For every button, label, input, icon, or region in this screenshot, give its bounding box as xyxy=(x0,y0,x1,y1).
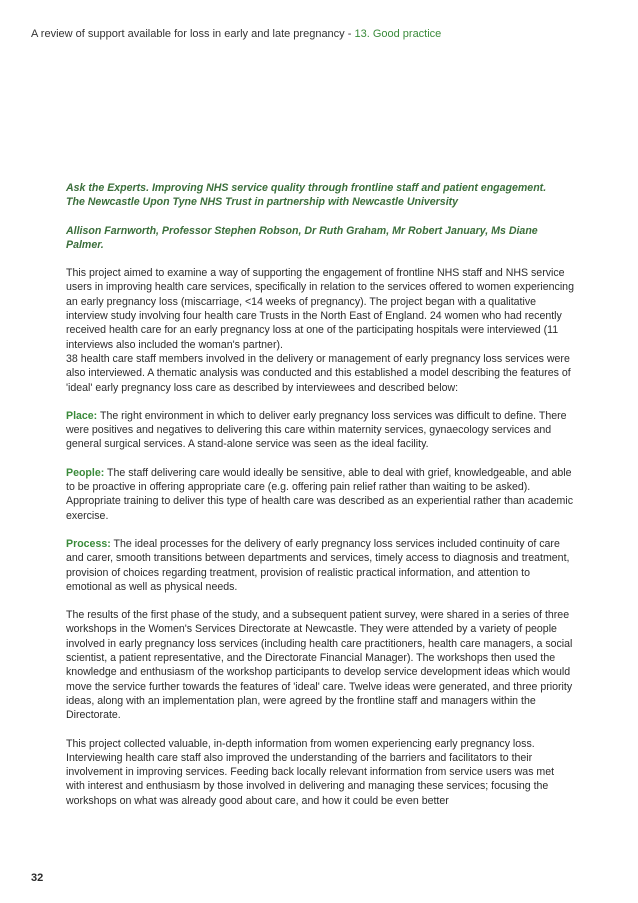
intro-paragraph xyxy=(66,266,574,395)
article-body xyxy=(66,181,574,808)
intro-text-2: 38 health care staff members involved in the delivery or management of early pregnancy loss services were also interviewed. A thematic analysis was conducted and this established a model describing the features of 'ideal' early pregnancy loss care as described by interviewees and described below: xyxy=(66,352,571,394)
article-authors: Allison Farnworth, Professor Stephen Robson, Dr Ruth Graham, Mr Robert January, Ms Diane Palmer. xyxy=(66,224,538,251)
conclusion-paragraph: This project collected valuable, in-depth information from women experiencing early pregnancy loss. Interviewing health care staff also improved the understanding of the barriers and facilitators to their involvement in improving services. Feeding back locally relevant information from service users was met with interest and enthusiasm by those involved in delivering and managing these services; focusing the workshops on what was already good about care, and how it could be even better xyxy=(66,737,555,807)
article-title-line-1: Ask the Experts. Improving NHS service quality through frontline staff and patient engagement. xyxy=(66,182,547,194)
process-text: The ideal processes for the delivery of early pregnancy loss services included continuity of care and carer, smooth transitions between departments and services, timely access to diagnosis and treatment, provision of choices regarding treatment, provision of realistic practical information, and attention to emotional as well as physical needs. xyxy=(66,537,570,593)
page-number: 32 xyxy=(31,872,44,884)
place-label: Place: xyxy=(66,409,98,422)
workshops-paragraph: The results of the first phase of the study, and a subsequent patient survey, were shared in a series of three workshops in the Women's Services Directorate at Newcastle. They were attended by a variety of people involved in early pregnancy loss services (including health care practitioners, health care managers, a social scientist, a patient representative, and the Directorate Financial Manager). The workshops then used the knowledge and enthusiasm of the workshop participants to develop service development ideas which would move the service further towards the features of 'ideal' care. Twelve ideas were generated, and three priority ideas, along with an implementation plan, were agreed by the frontline staff and managers within the Directorate. xyxy=(66,609,573,722)
people-paragraph xyxy=(66,466,574,523)
people-text: The staff delivering care would ideally be sensitive, able to deal with grief, knowledgeable, and able to be proactive in offering appropriate care (e.g. offering pain relief rather than waiting to be asked). Appropriate training to deliver this type of health care was described as an experiential rather than academic exercise. xyxy=(66,466,574,522)
intro-text-1: This project aimed to examine a way of supporting the engagement of frontline NHS staff and NHS service users in improving health care services, specifically in relation to the services offered to women experiencing an early pregnancy loss (miscarriage, <14 weeks of pregnancy). The project began with a qualitative interview study involving four health care Trusts in the North East of England. 24 women who had recently received health care for an early pregnancy loss at one of the participating hospitals were interviewed (11 interviews also included the woman's partner). xyxy=(66,267,574,351)
place-paragraph xyxy=(66,409,574,452)
process-label: Process: xyxy=(66,537,111,550)
process-paragraph xyxy=(66,537,574,594)
header-separator: - xyxy=(344,28,355,40)
section-title: 13. Good practice xyxy=(354,28,442,40)
article-title-line-2: The Newcastle Upon Tyne NHS Trust in partnership with Newcastle University xyxy=(66,196,459,209)
people-label: People: xyxy=(66,466,105,479)
document-title: A review of support available for loss in early and late pregnancy xyxy=(31,28,345,40)
running-header xyxy=(31,28,441,40)
place-text: The right environment in which to deliver early pregnancy loss services was difficult to define. There were positives and negatives to delivering this care within maternity services, gynaecology services and general surgical services. A stand-alone service was seen as the ideal facility. xyxy=(66,409,567,451)
article-title xyxy=(66,181,574,210)
